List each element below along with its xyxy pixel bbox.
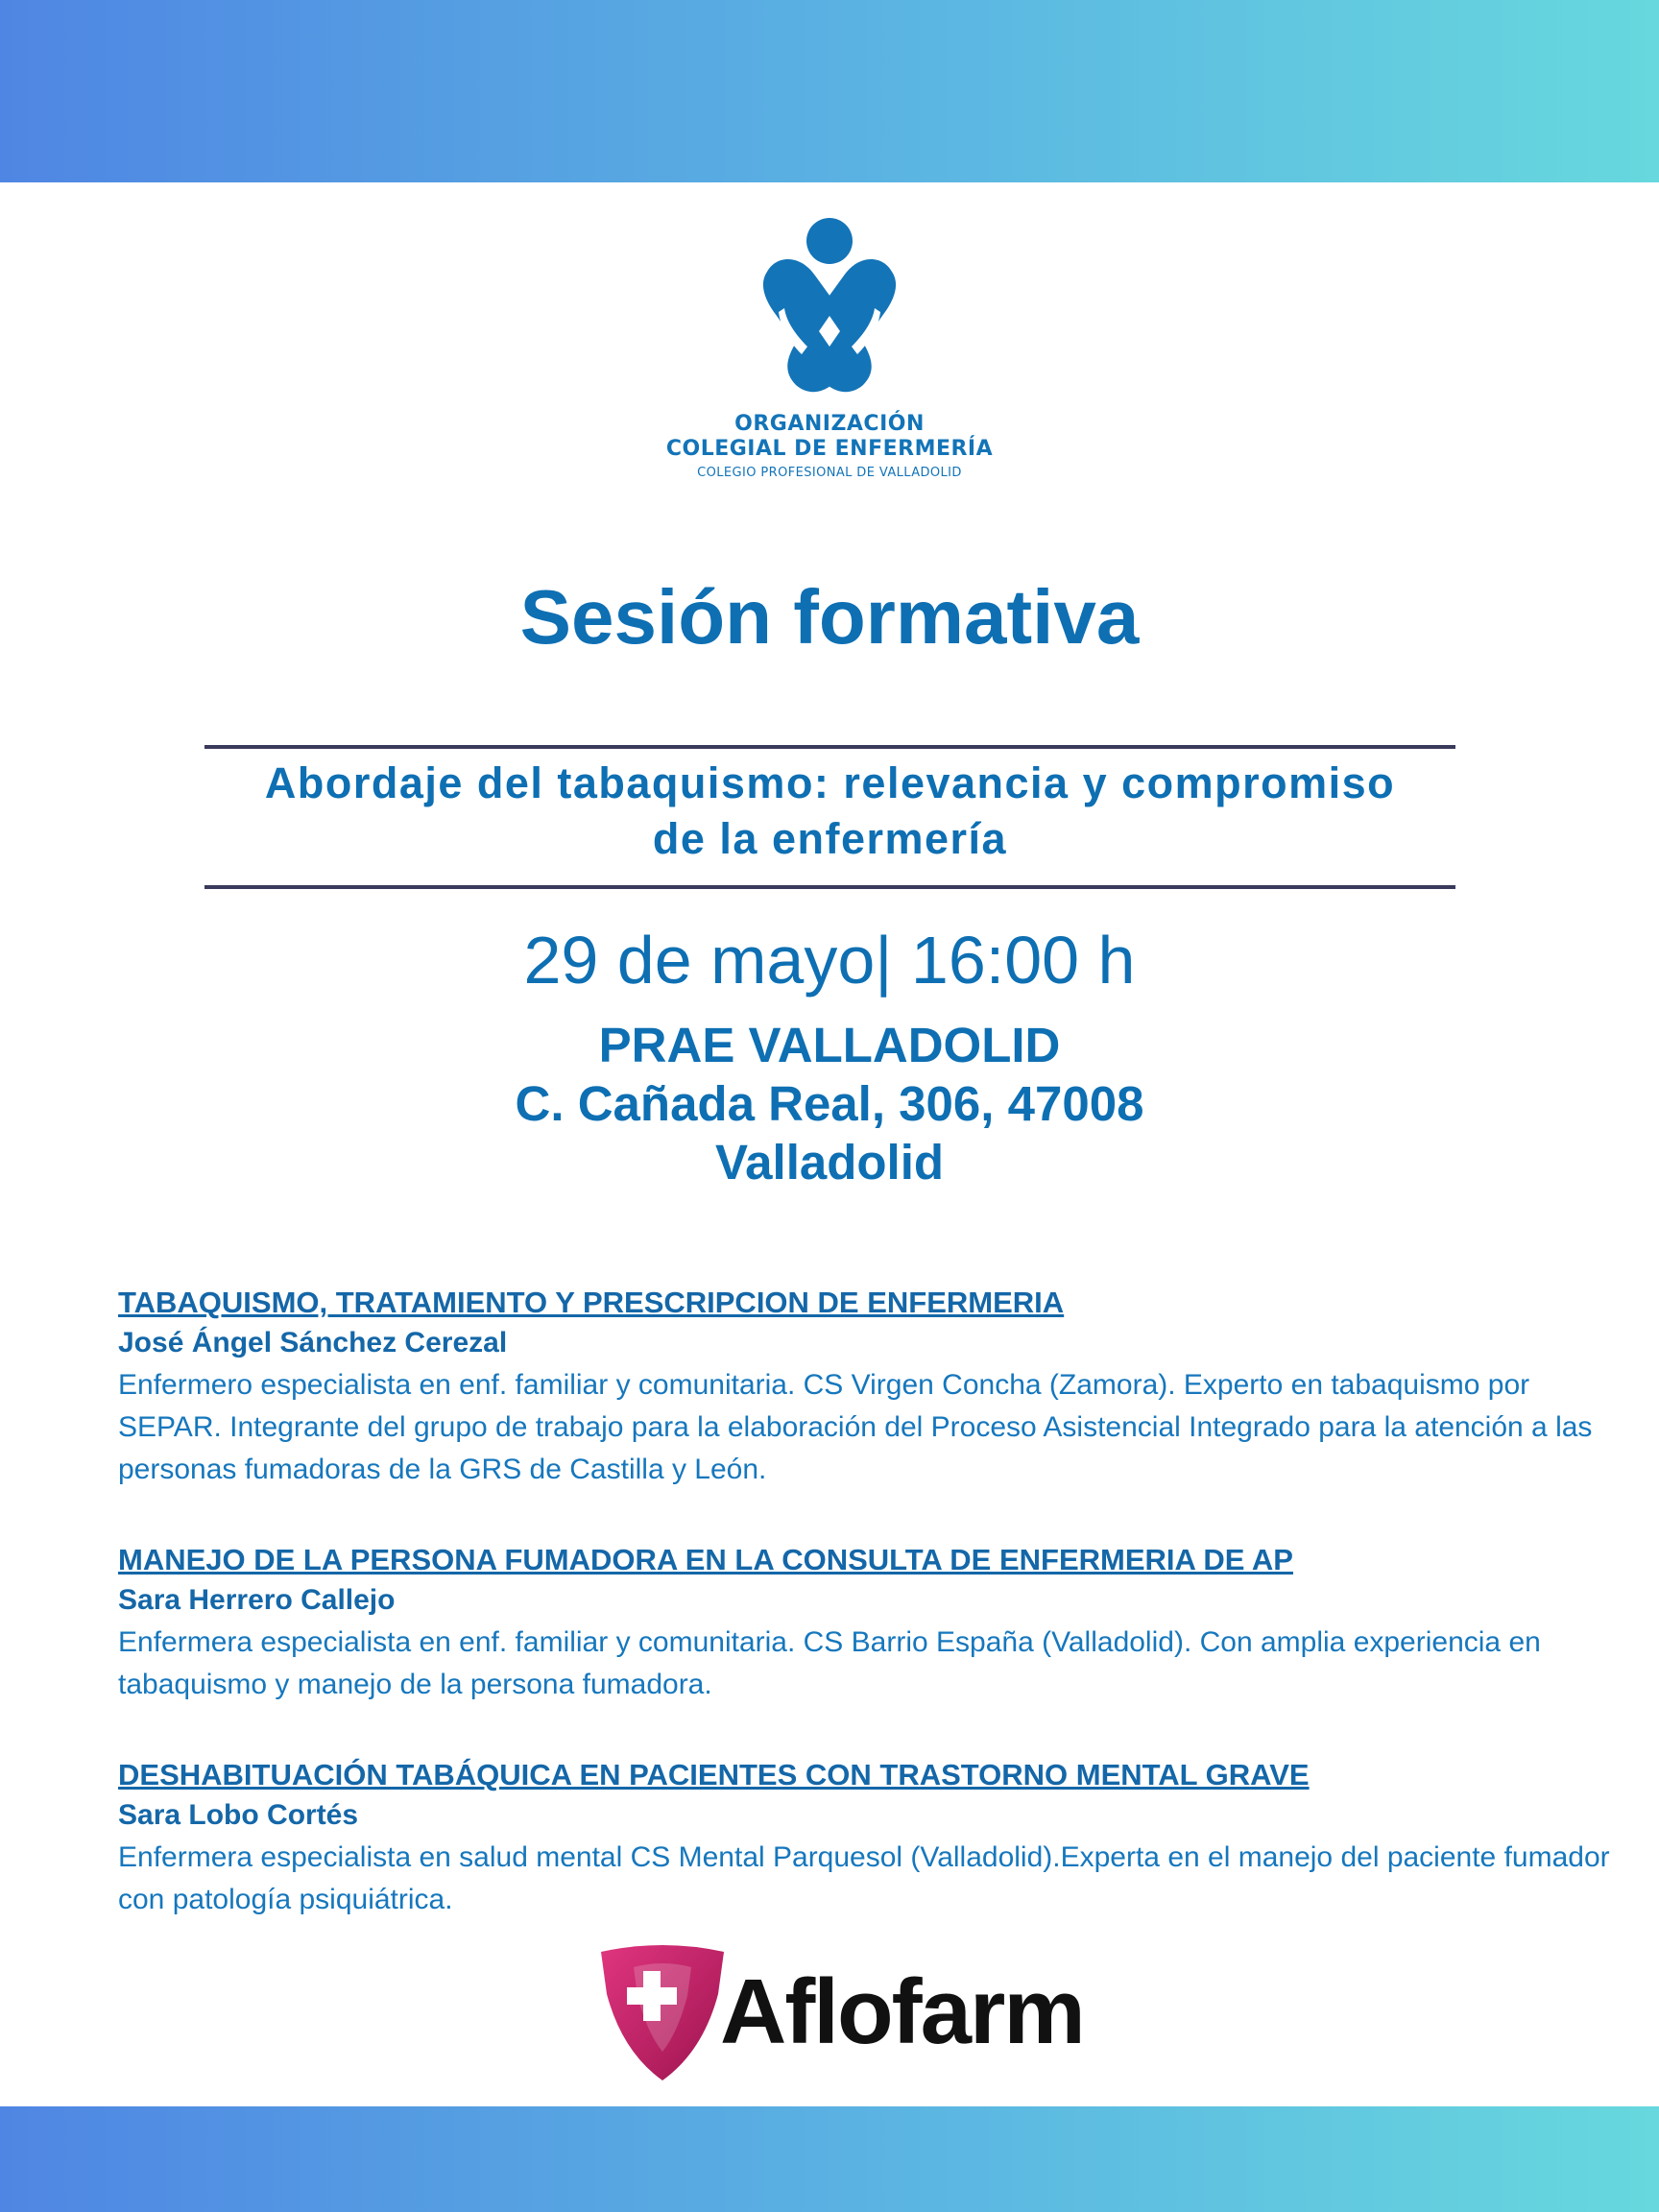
sponsor-logo: [595, 1944, 1152, 2083]
talk-item: [118, 1284, 1616, 1491]
bottom-gradient-band: [0, 2106, 1659, 2212]
speaker-name: Sara Herrero Callejo: [118, 1584, 396, 1616]
divider-top: [204, 745, 1455, 749]
org-name-line1: ORGANIZACIÓN: [734, 412, 925, 436]
talk-title: DESHABITUACIÓN TABÁQUICA EN PACIENTES CON TRASTORNO MENTAL GRAVE: [118, 1758, 1310, 1791]
shield-cross-icon: [595, 1944, 730, 2083]
venue-city: Valladolid: [714, 1135, 945, 1190]
event-title: Sesión formativa: [519, 574, 1140, 660]
venue-name: PRAE VALLADOLID: [598, 1018, 1061, 1072]
event-subtitle-line2: de la enfermería: [652, 814, 1008, 863]
nurse-figure-icon: [748, 216, 911, 398]
talk-item: [118, 1541, 1616, 1706]
org-logo: [0, 216, 1659, 480]
org-name-line3: COLEGIO PROFESIONAL DE VALLADOLID: [697, 466, 962, 480]
divider-bottom: [204, 885, 1455, 889]
org-name-line2: COLEGIAL DE ENFERMERÍA: [665, 437, 994, 461]
talk-list: [118, 1284, 1616, 1971]
event-datetime: 29 de mayo| 16:00 h: [523, 923, 1136, 998]
talk-title: TABAQUISMO, TRATAMIENTO Y PRESCRIPCION DE ENFERMERIA: [118, 1286, 1065, 1319]
speaker-bio: Enfermera especialista en enf. familiar y comunitaria. CS Barrio España (Valladolid). Con amplia experiencia en tabaquismo y manejo de la persona fumadora.: [118, 1626, 1541, 1700]
talk-title: MANEJO DE LA PERSONA FUMADORA EN LA CONSULTA DE ENFERMERIA DE AP: [118, 1543, 1293, 1576]
sponsor-name: Aflofarm: [720, 1960, 1084, 2063]
venue-address: C. Cañada Real, 306, 47008: [515, 1076, 1144, 1131]
event-subtitle-line1: Abordaje del tabaquismo: relevancia y compromiso: [264, 758, 1396, 807]
talk-item: [118, 1756, 1616, 1921]
event-venue: [0, 1016, 1659, 1191]
speaker-name: Sara Lobo Cortés: [118, 1799, 359, 1831]
top-gradient-band: [0, 0, 1659, 182]
event-subtitle: [204, 756, 1455, 867]
speaker-bio: Enfermera especialista en salud mental CS Mental Parquesol (Valladolid).Experta en el manejo del paciente fumador con patología psiquiátrica.: [118, 1841, 1610, 1915]
speaker-name: José Ángel Sánchez Cerezal: [118, 1327, 508, 1358]
speaker-bio: Enfermero especialista en enf. familiar y comunitaria. CS Virgen Concha (Zamora). Experto en tabaquismo por SEPAR. Integrante del grupo de trabajo para la elaboración del Proceso Asistencial Integrado para la atención a las personas fumadoras de la GRS de Castilla y León.: [118, 1369, 1593, 1485]
